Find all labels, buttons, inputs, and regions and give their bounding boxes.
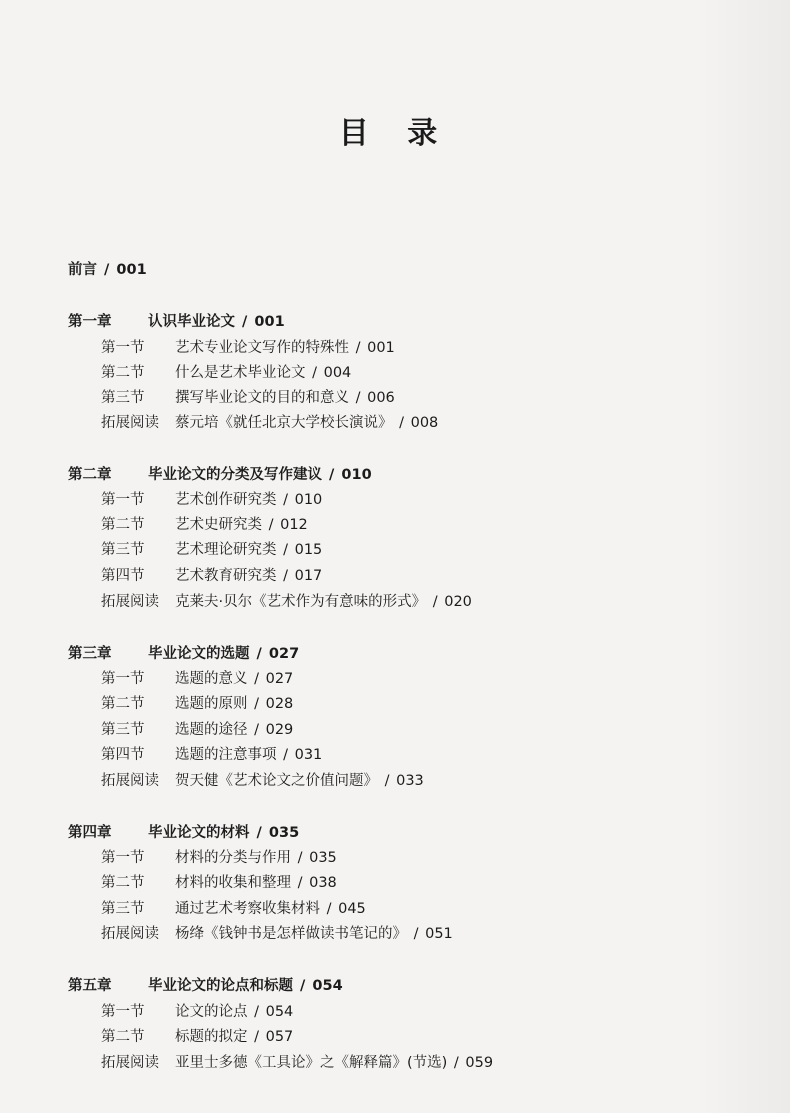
chapter-page: 001 [254,314,285,330]
section-page: 006 [367,390,395,406]
section-title: 杨绛《钱钟书是怎样做读书笔记的》 [175,926,407,942]
section-number: 第一节 [101,340,145,356]
section-title: 选题的原则 [175,696,248,712]
section-title: 什么是艺术毕业论文 [175,365,306,381]
section-title: 论文的论点 [175,1004,248,1020]
section-page: 031 [294,747,323,763]
section-page: 012 [280,517,308,533]
chapter-number: 第三章 [68,646,112,662]
section-number: 拓展阅读 [101,1055,159,1071]
section-page: 017 [294,568,323,584]
section-page: 027 [265,671,294,687]
page-title: 目 录 [338,116,452,151]
section-title: 克莱夫·贝尔《艺术作为有意味的形式》 [175,594,427,610]
section-title: 撰写毕业论文的目的和意义 [175,390,349,406]
section-title: 选题的意义 [175,671,248,687]
toc-section[interactable]: 第三节 撰写毕业论文的目的和意义 / 006 [101,390,395,406]
section-page: 008 [410,415,439,431]
section-number: 第一节 [101,492,145,508]
section-page: 029 [265,722,294,738]
section-title: 艺术史研究类 [175,517,262,533]
chapter-title: 认识毕业论文 [148,314,235,330]
section-number: 第三节 [101,901,145,917]
toc-chapter-3[interactable]: 第三章 毕业论文的选题 / 027 [68,646,300,662]
section-number: 拓展阅读 [101,594,159,610]
chapter-title: 毕业论文的选题 [148,646,250,662]
section-number: 第四节 [101,568,145,584]
section-title: 亚里士多德《工具论》之《解释篇》(节选) [175,1055,448,1071]
toc-section[interactable]: 第二节 材料的收集和整理 / 038 [101,875,337,891]
section-number: 第二节 [101,365,145,381]
section-page: 004 [323,365,352,381]
chapter-number: 第四章 [68,825,112,841]
toc-section[interactable]: 第二节 艺术史研究类 / 012 [101,517,308,533]
toc-chapter-4[interactable]: 第四章 毕业论文的材料 / 035 [68,825,300,841]
section-title: 选题的注意事项 [175,747,277,763]
chapter-number: 第二章 [68,467,112,483]
section-page: 015 [294,542,323,558]
section-number: 拓展阅读 [101,773,159,789]
toc-extended-reading[interactable]: 拓展阅读 亚里士多德《工具论》之《解释篇》(节选) / 059 [101,1055,494,1071]
section-number: 第三节 [101,722,145,738]
chapter-number: 第一章 [68,314,112,330]
section-title: 材料的分类与作用 [175,850,291,866]
chapter-title: 毕业论文的论点和标题 [148,978,293,994]
section-page: 054 [265,1004,294,1020]
section-page: 010 [294,492,323,508]
chapter-title: 毕业论文的材料 [148,825,250,841]
toc-extended-reading[interactable]: 拓展阅读 杨绛《钱钟书是怎样做读书笔记的》 / 051 [101,926,453,942]
toc-section[interactable]: 第四节 选题的注意事项 / 031 [101,747,323,763]
section-page: 059 [465,1055,494,1071]
chapter-page: 027 [268,646,300,662]
toc-section[interactable]: 第一节 选题的意义 / 027 [101,671,294,687]
toc-section[interactable]: 第二节 什么是艺术毕业论文 / 004 [101,365,352,381]
section-page: 057 [265,1029,294,1045]
toc-section[interactable]: 第三节 艺术理论研究类 / 015 [101,542,323,558]
chapter-number: 第五章 [68,978,112,994]
section-title: 标题的拟定 [175,1029,248,1045]
section-number: 第二节 [101,875,145,891]
section-number: 第三节 [101,542,145,558]
toc-section[interactable]: 第二节 选题的原则 / 028 [101,696,294,712]
toc-preface[interactable]: 前言 / 001 [68,262,147,278]
section-title: 选题的途径 [175,722,248,738]
section-number: 第四节 [101,747,145,763]
toc-chapter-2[interactable]: 第二章 毕业论文的分类及写作建议 / 010 [68,467,372,483]
section-number: 第一节 [101,1004,145,1020]
toc-section[interactable]: 第三节 通过艺术考察收集材料 / 045 [101,901,366,917]
section-page: 035 [309,850,337,866]
section-number: 第一节 [101,850,145,866]
section-number: 拓展阅读 [101,926,159,942]
toc-section[interactable]: 第三节 选题的途径 / 029 [101,722,294,738]
chapter-page: 035 [268,825,300,841]
toc-extended-reading[interactable]: 拓展阅读 贺天健《艺术论文之价值问题》 / 033 [101,773,424,789]
toc-extended-reading[interactable]: 拓展阅读 蔡元培《就任北京大学校长演说》 / 008 [101,415,439,431]
section-title: 艺术教育研究类 [175,568,277,584]
chapter-page: 054 [312,978,343,994]
section-number: 第二节 [101,696,145,712]
section-title: 材料的收集和整理 [175,875,291,891]
toc-section[interactable]: 第一节 论文的论点 / 054 [101,1004,294,1020]
section-page: 045 [338,901,366,917]
section-page: 033 [396,773,424,789]
chapter-page: 010 [341,467,372,483]
section-number: 第一节 [101,671,145,687]
preface-label: 前言 [68,262,97,278]
toc-chapter-1[interactable]: 第一章 认识毕业论文 / 001 [68,314,285,330]
section-page: 038 [309,875,337,891]
section-number: 第二节 [101,1029,145,1045]
section-page: 028 [265,696,294,712]
section-page: 051 [425,926,453,942]
section-title: 通过艺术考察收集材料 [175,901,320,917]
toc-section[interactable]: 第一节 材料的分类与作用 / 035 [101,850,337,866]
section-number: 拓展阅读 [101,415,159,431]
section-title: 贺天健《艺术论文之价值问题》 [175,773,378,789]
section-title: 艺术专业论文写作的特殊性 [175,340,349,356]
toc-section[interactable]: 第二节 标题的拟定 / 057 [101,1029,294,1045]
section-title: 艺术理论研究类 [175,542,277,558]
toc-section[interactable]: 第一节 艺术专业论文写作的特殊性 / 001 [101,340,395,356]
chapter-title: 毕业论文的分类及写作建议 [148,467,322,483]
section-page: 020 [444,594,472,610]
section-number: 第三节 [101,390,145,406]
section-title: 艺术创作研究类 [175,492,277,508]
toc-chapter-5[interactable]: 第五章 毕业论文的论点和标题 / 054 [68,978,343,994]
preface-page: 001 [116,262,147,278]
section-number: 第二节 [101,517,145,533]
section-title: 蔡元培《就任北京大学校长演说》 [175,415,393,431]
section-page: 001 [367,340,395,356]
toc-section[interactable]: 第一节 艺术创作研究类 / 010 [101,492,323,508]
toc-section[interactable]: 第四节 艺术教育研究类 / 017 [101,568,323,584]
toc-extended-reading[interactable]: 拓展阅读 克莱夫·贝尔《艺术作为有意味的形式》 / 020 [101,594,472,610]
